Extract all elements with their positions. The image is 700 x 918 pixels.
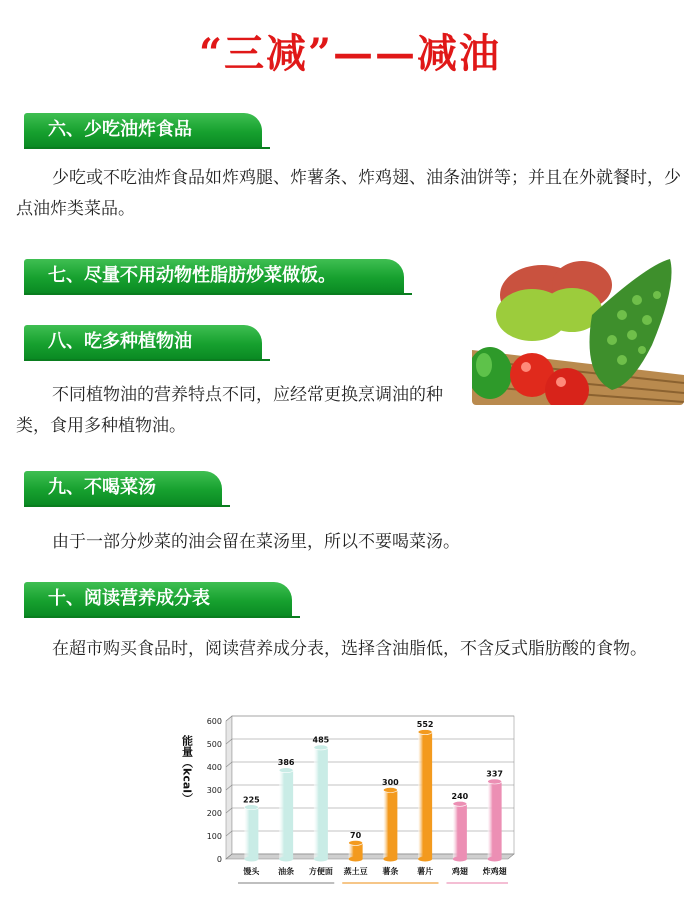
y-tick-label: 500: [206, 740, 222, 749]
y-tick-label: 200: [206, 809, 222, 818]
data-label: 337: [486, 769, 503, 779]
bar-top: [418, 730, 432, 735]
chart-svg: [178, 713, 522, 908]
y-axis-label: 能量（kcal）: [180, 735, 194, 805]
bar-top: [244, 805, 258, 810]
page-title: “三减”——减油: [198, 30, 501, 77]
bar-top: [314, 745, 328, 750]
bar-base: [349, 857, 363, 862]
bar-油条: [279, 770, 293, 859]
data-label: 386: [277, 758, 295, 768]
section-text-8: 不同植物油的营养特点不同，应经常更换烹调油的种类，食用多种植物油。: [16, 385, 443, 436]
energy-bar-chart: [178, 713, 522, 908]
data-label: 485: [312, 735, 330, 745]
x-tick-label: 薯条: [382, 867, 399, 876]
bar-top: [383, 788, 397, 793]
bar-base: [383, 857, 397, 862]
x-tick-label: 方便面: [308, 867, 333, 876]
section-heading-9: 九、不喝菜汤: [24, 471, 222, 505]
bar-base: [418, 857, 432, 862]
bar-薯条: [383, 790, 397, 859]
y-tick-label: 100: [206, 832, 222, 841]
bar-薯片: [418, 732, 432, 859]
x-tick-label: 薯片: [417, 867, 434, 876]
section-text-10: 在超市购买食品时，阅读营养成分表，选择含油脂低，不含反式脂肪酸的食物。: [52, 639, 647, 659]
bar-炸鸡翅: [488, 781, 502, 859]
bar-base: [453, 857, 467, 862]
bar-top: [279, 768, 293, 773]
y-tick-label: 400: [206, 763, 222, 772]
bar-方便面: [314, 747, 328, 859]
y-tick-label: 0: [216, 855, 222, 864]
section-heading-8: 八、吃多种植物油: [24, 325, 262, 359]
data-label: 552: [416, 720, 434, 730]
data-label: 70: [350, 830, 362, 840]
x-tick-label: 鸡翅: [451, 867, 468, 876]
bar-base: [279, 857, 293, 862]
y-tick-label: 300: [206, 786, 222, 795]
bar-base: [314, 857, 328, 862]
bar-base: [488, 857, 502, 862]
chart-floor: [226, 854, 514, 859]
bar-鸡翅: [453, 804, 467, 859]
data-label: 300: [382, 778, 399, 787]
vegetables-photo: [472, 255, 684, 405]
x-tick-label: 炸鸡翅: [482, 867, 507, 876]
section-heading-10: 十、阅读营养成分表: [24, 582, 292, 616]
bar-base: [244, 857, 258, 862]
data-label: 225: [243, 795, 260, 805]
data-label: 240: [451, 791, 469, 801]
bar-top: [488, 779, 502, 784]
x-tick-label: 蒸土豆: [343, 867, 368, 876]
y-tick-label: 600: [206, 717, 222, 726]
section-text-6: 少吃或不吃油炸食品如炸鸡腿、炸薯条、炸鸡翅、油条油饼等；并且在外就餐时，少点油炸类菜品。: [16, 168, 681, 219]
section-text-9: 由于一部分炒菜的油会留在菜汤里，所以不要喝菜汤。: [52, 532, 460, 552]
x-tick-label: 油条: [278, 867, 295, 876]
bar-馒头: [244, 807, 258, 859]
section-heading-7: 七、尽量不用动物性脂肪炒菜做饭。: [24, 259, 404, 293]
x-tick-label: 馒头: [243, 867, 260, 876]
section-heading-6: 六、少吃油炸食品: [24, 113, 262, 147]
bar-top: [453, 801, 467, 806]
bar-top: [349, 840, 363, 845]
